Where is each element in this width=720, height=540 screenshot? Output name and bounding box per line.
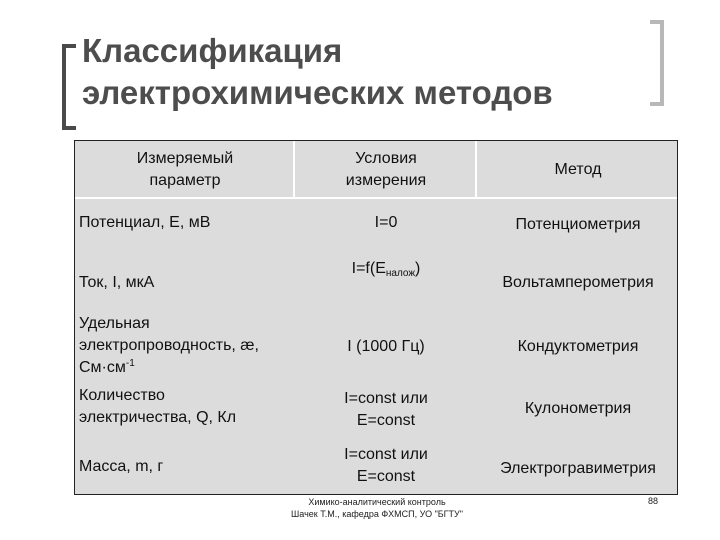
cell-text: Кулонометрия (524, 400, 632, 417)
unit-superscript: -1 (125, 358, 135, 369)
table-row-5-parameter (75, 455, 295, 479)
table-row-5-method (477, 457, 679, 481)
condition-subscript: налож (385, 267, 416, 279)
cell-text-line (79, 357, 135, 379)
cell-text-line: E=const (356, 412, 416, 429)
cell-text-line: электричества, Q, Кл (79, 409, 237, 426)
table-row-1-method (477, 213, 679, 237)
title-line-1: Классификация (82, 32, 343, 69)
classification-table (74, 140, 678, 495)
right-bracket-decoration (650, 20, 664, 106)
title-line-2: электрохимических методов (82, 74, 553, 111)
cell-text: I (1000 Гц) (347, 338, 425, 355)
cell-text (352, 258, 421, 285)
header-parameter (75, 141, 295, 199)
header-parameter-text: Измеряемый параметр (136, 150, 234, 189)
slide-footer (262, 496, 492, 520)
table-row-3-parameter (75, 313, 295, 377)
left-bracket-decoration (62, 44, 76, 130)
table-row-3-method (477, 335, 679, 359)
cell-text-line: Количество (79, 387, 165, 404)
cell-text: Вольтамперометрия (502, 274, 654, 291)
header-method-text: Метод (554, 161, 602, 178)
header-conditions (295, 141, 477, 199)
unit-text: См·см (79, 359, 126, 376)
table-row-3-condition (295, 335, 477, 359)
cell-text: Потенциометрия (515, 216, 641, 233)
condition-end: ) (415, 259, 421, 277)
table-row-1-parameter (75, 211, 295, 235)
table-header-row (75, 141, 677, 199)
condition-main: I=f(E (351, 259, 386, 277)
cell-text-line: I=const или (344, 390, 428, 407)
header-conditions-text: Условия измерения (345, 150, 427, 189)
table-row-4-method (477, 397, 679, 421)
table-row-5-condition (295, 441, 477, 491)
cell-text-line: I=const или (344, 446, 428, 463)
page-number: 88 (648, 496, 659, 506)
table-row-4-condition (295, 385, 477, 435)
cell-text: I=0 (374, 214, 398, 231)
table-row-1-condition (295, 211, 477, 235)
cell-text: Электрогравиметрия (500, 460, 656, 477)
footer-line-2: Шачек Т.М., кафедра ФХМСП, УО "БГТУ" (291, 509, 463, 519)
cell-text-line: Удельная (79, 315, 150, 332)
footer-line-1: Химико-аналитический контроль (308, 497, 446, 507)
table-row-2-method (477, 271, 679, 295)
cell-text: Потенциал, E, мВ (79, 214, 211, 231)
header-method (477, 141, 679, 199)
cell-text: Ток, I, мкА (79, 274, 155, 291)
table-row-2-condition (295, 257, 477, 285)
table-row-2-parameter (75, 271, 295, 295)
slide-title (82, 30, 553, 114)
cell-text: Кондуктометрия (517, 338, 639, 355)
cell-text-line: E=const (356, 468, 416, 485)
table-row-4-parameter (75, 385, 295, 431)
cell-text: Масса, m, г (79, 458, 164, 475)
cell-text-line: электропроводность, æ, (79, 337, 259, 354)
